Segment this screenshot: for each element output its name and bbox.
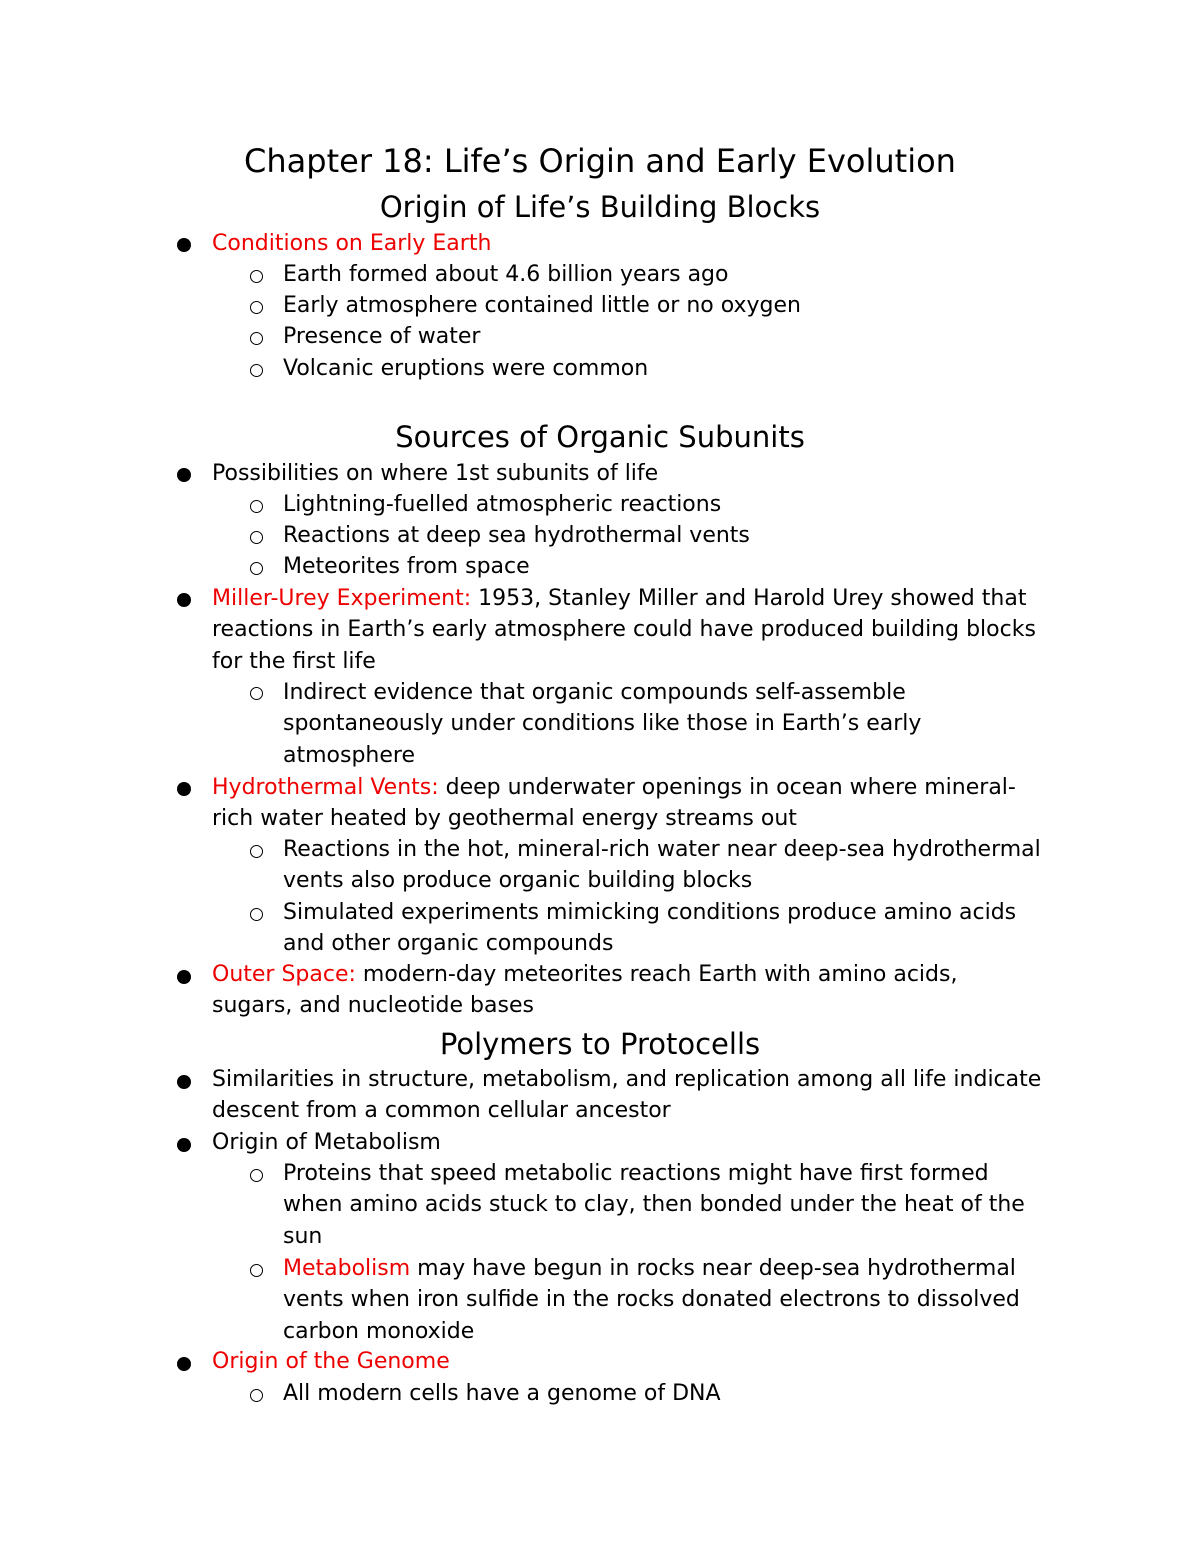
section-heading-organic-subunits: Sources of Organic Subunits xyxy=(395,420,805,454)
sub-list-item: Earth formed about 4.6 billion years ago xyxy=(283,262,729,287)
open-bullet-icon xyxy=(250,1389,263,1402)
list-item xyxy=(212,772,1042,835)
open-bullet-icon xyxy=(250,845,263,858)
sub-list-item: Indirect evidence that organic compounds self-assemble spontaneously under conditions like those in Earth’s early atmosphere xyxy=(283,680,922,768)
list-item xyxy=(212,1064,1042,1127)
open-bullet-icon xyxy=(250,687,263,700)
open-bullet-icon xyxy=(250,531,263,544)
list-item xyxy=(212,959,1042,1022)
sub-list-item: Lightning-fuelled atmospheric reactions xyxy=(283,492,722,517)
filled-bullet-icon xyxy=(177,238,191,252)
filled-bullet-icon xyxy=(177,1075,191,1089)
section-heading-protocells: Polymers to Protocells xyxy=(439,1027,761,1061)
open-bullet-icon xyxy=(250,270,263,283)
list-item xyxy=(212,1127,1042,1158)
open-bullet-icon xyxy=(250,1169,263,1182)
open-bullet-icon xyxy=(250,364,263,377)
sub-list-item: Reactions at deep sea hydrothermal vents xyxy=(283,523,750,548)
sub-list-item: Reactions in the hot, mineral-rich water near deep-sea hydrothermal vents also produce organic building blocks xyxy=(283,837,1041,894)
chapter-title: Chapter 18: Life’s Origin and Early Evolution xyxy=(244,142,956,180)
term-label: Hydrothermal Vents: xyxy=(212,775,439,800)
open-bullet-icon xyxy=(250,500,263,513)
filled-bullet-icon xyxy=(177,593,191,607)
filled-bullet-icon xyxy=(177,970,191,984)
sub-list-item: Early atmosphere contained little or no oxygen xyxy=(283,293,801,318)
filled-bullet-icon xyxy=(177,1357,191,1371)
open-bullet-icon xyxy=(250,908,263,921)
list-item xyxy=(212,1346,1042,1377)
term-label: Outer Space: xyxy=(212,962,356,987)
open-bullet-icon xyxy=(250,1264,263,1277)
term-label: Miller-Urey Experiment: xyxy=(212,586,472,611)
filled-bullet-icon xyxy=(177,1138,191,1152)
sub-list-item: Presence of water xyxy=(283,324,481,349)
sub-list-item: All modern cells have a genome of DNA xyxy=(283,1381,721,1406)
list-item xyxy=(212,583,1042,677)
term-label: Conditions on Early Earth xyxy=(212,231,492,256)
item-text: 1953, Stanley Miller and Harold Urey showed that reactions in Earth’s early atmosphere could have produced building blocks for the first life xyxy=(212,586,1036,674)
open-bullet-icon xyxy=(250,332,263,345)
list-item xyxy=(212,228,1042,259)
list-item xyxy=(212,458,1042,489)
sub-list-item: Proteins that speed metabolic reactions might have first formed when amino acids stuck to clay, then bonded under the heat of the sun xyxy=(283,1161,1025,1249)
open-bullet-icon xyxy=(250,562,263,575)
sub-list-item xyxy=(283,1253,1053,1347)
item-text: Origin of Metabolism xyxy=(212,1130,441,1155)
item-text: Similarities in structure, metabolism, and replication among all life indicate descent from a common cellular ancestor xyxy=(212,1067,1042,1124)
term-label: Origin of the Genome xyxy=(212,1349,450,1374)
section-heading-building-blocks: Origin of Life’s Building Blocks xyxy=(379,190,821,224)
term-label: Metabolism xyxy=(283,1256,411,1281)
item-text: Possibilities on where 1st subunits of life xyxy=(212,461,659,486)
item-text: modern-day meteorites reach Earth with amino acids, sugars, and nucleotide bases xyxy=(212,962,958,1019)
filled-bullet-icon xyxy=(177,782,191,796)
item-text: deep underwater openings in ocean where mineral-rich water heated by geothermal energy streams out xyxy=(212,775,1016,832)
item-text: may have begun in rocks near deep-sea hydrothermal vents when iron sulfide in the rocks donated electrons to dissolved carbon monoxide xyxy=(283,1256,1020,1344)
filled-bullet-icon xyxy=(177,468,191,482)
open-bullet-icon xyxy=(250,301,263,314)
sub-list-item: Meteorites from space xyxy=(283,554,530,579)
sub-list-item: Volcanic eruptions were common xyxy=(283,356,649,381)
sub-list-item: Simulated experiments mimicking conditions produce amino acids and other organic compounds xyxy=(283,900,1017,957)
